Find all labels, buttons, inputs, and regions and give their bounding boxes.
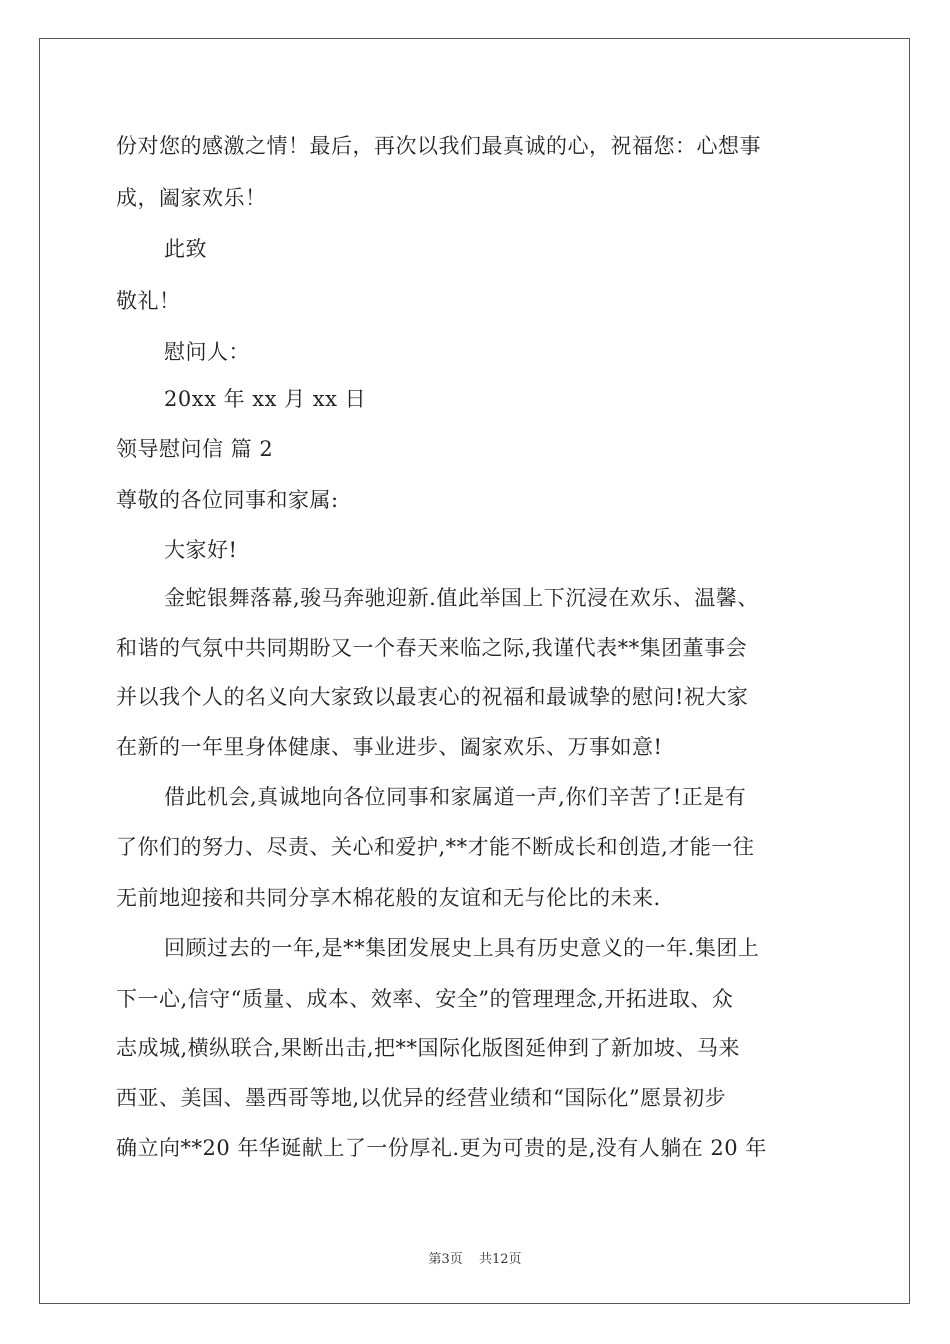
letter-date: 20xx 年 xx 月 xx 日 [164,387,367,411]
text-line: 在新的一年里身体健康、事业进步、阖家欢乐、万事如意! [116,735,663,759]
text-line: 成，阖家欢乐！ [116,186,267,210]
greeting-line: 大家好! [164,538,238,562]
letter-greeting: 尊敬的各位同事和家属: [116,488,339,512]
text-line: 份对您的感激之情！最后，再次以我们最真诚的心，祝福您：心想事 [116,134,761,158]
text-line: 并以我个人的名义向大家致以最衷心的祝福和最诚挚的慰问!祝大家 [116,685,749,709]
page-footer [0,1248,950,1267]
salutation-ci-zhi: 此致 [164,237,207,261]
page-border [39,38,910,1304]
text-line: 了你们的努力、尽责、关心和爱护,**才能不断成长和创造,才能一往 [116,835,755,859]
section-heading: 领导慰问信 篇 2 [116,437,274,461]
salutation-jing-li: 敬礼！ [116,289,181,313]
page-total: 共12页 [478,1252,522,1267]
text-line: 西亚、美国、墨西哥等地,以优异的经营业绩和“国际化”愿景初步 [116,1086,727,1110]
text-line: 志成城,横纵联合,果断出击,把**国际化版图延伸到了新加坡、马来 [116,1036,741,1060]
text-line: 和谐的气氛中共同期盼又一个春天来临之际,我谨代表**集团董事会 [116,636,748,660]
text-line: 确立向**20 年华诞献上了一份厚礼.更为可贵的是,没有人躺在 20 年 [116,1136,767,1160]
text-line: 回顾过去的一年,是**集团发展史上具有历史意义的一年.集团上 [164,936,760,960]
signature-label: 慰问人： [164,340,250,364]
text-line: 下一心,信守“质量、成本、效率、安全”的管理理念,开拓进取、众 [116,987,734,1011]
text-line: 借此机会,真诚地向各位同事和家属道一声,你们辛苦了!正是有 [164,785,747,809]
page-number: 第3页 [428,1252,463,1267]
text-line: 无前地迎接和共同分享木棉花般的友谊和无与伦比的未来. [116,886,661,910]
text-line: 金蛇银舞落幕,骏马奔驰迎新.值此举国上下沉浸在欢乐、温馨、 [164,586,759,610]
